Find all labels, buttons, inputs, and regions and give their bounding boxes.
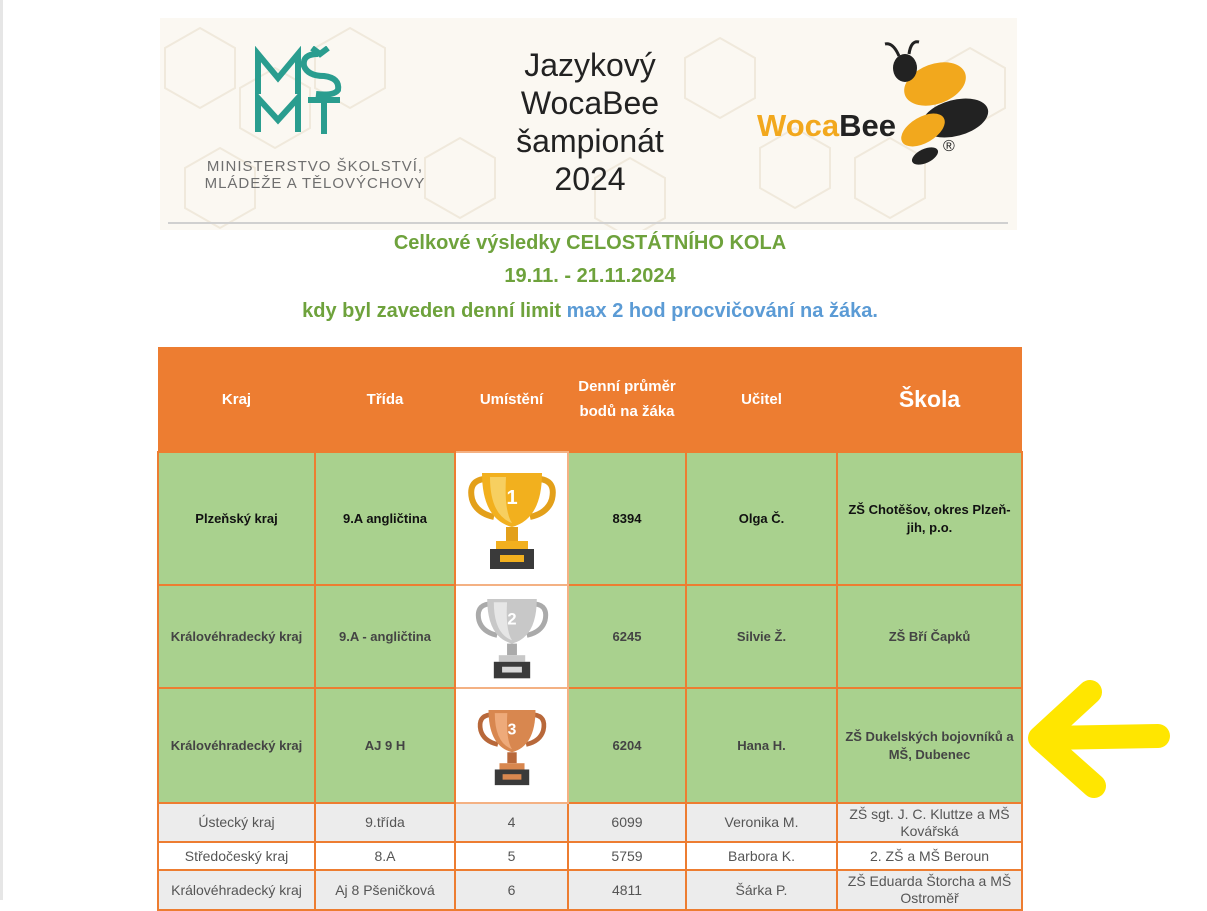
cell-trida: Aj 8 Pšeničková	[315, 870, 455, 910]
cell-body: 8394	[568, 452, 686, 585]
cell-kraj: Ústecký kraj	[158, 803, 315, 842]
svg-text:3: 3	[507, 720, 516, 738]
wocabee-wordmark: WocaBee	[757, 108, 896, 143]
cell-ucitel: Hana H.	[686, 688, 837, 803]
cell-body: 6099	[568, 803, 686, 842]
cell-umisteni	[455, 452, 568, 585]
table-row	[158, 688, 1022, 803]
cell-kraj: Plzeňský kraj	[158, 452, 315, 585]
cell-ucitel: Olga Č.	[686, 452, 837, 585]
table-row	[158, 803, 1022, 842]
header-skola: Škola	[837, 347, 1022, 452]
cell-body: 5759	[568, 842, 686, 870]
championship-title: Jazykový WocaBee šampionát 2024	[516, 47, 664, 197]
cell-skola: ZŠ Eduarda Štorcha a MŠ Ostroměř	[837, 870, 1022, 910]
table-row	[158, 870, 1022, 910]
cell-kraj: Královéhradecký kraj	[158, 688, 315, 803]
cell-ucitel: Šárka P.	[686, 870, 837, 910]
cell-skola: ZŠ Chotěšov, okres Plzeň-jih, p.o.	[837, 452, 1022, 585]
svg-text:1: 1	[505, 486, 518, 509]
championship-banner	[160, 18, 1017, 230]
bee-icon	[755, 38, 1005, 168]
cell-umisteni	[455, 585, 568, 688]
header-ucitel: Učitel	[686, 347, 837, 452]
cell-ucitel: Silvie Ž.	[686, 585, 837, 688]
cell-skola: ZŠ Bří Čapků	[837, 585, 1022, 688]
table-row	[158, 585, 1022, 688]
banner-divider	[168, 222, 1008, 224]
header-body: Denní průměr bodů na žáka	[568, 347, 686, 452]
cell-skola: 2. ZŠ a MŠ Beroun	[837, 842, 1022, 870]
wocabee-logo	[755, 38, 1005, 168]
cell-trida: 9.A angličtina	[315, 452, 455, 585]
cell-body: 4811	[568, 870, 686, 910]
ministry-name: MINISTERSTVO ŠKOLSTVÍ, MLÁDEŽE A TĚLOVÝCHOVY	[204, 158, 426, 192]
cell-kraj: Královéhradecký kraj	[158, 870, 315, 910]
cell-umisteni	[455, 688, 568, 803]
header-kraj: Kraj	[158, 347, 315, 452]
cell-body: 6204	[568, 688, 686, 803]
yellow-arrow-icon	[1024, 678, 1174, 802]
cell-trida: AJ 9 H	[315, 688, 455, 803]
gold-trophy-icon	[466, 467, 558, 571]
table-row	[158, 842, 1022, 870]
cell-ucitel: Veronika M.	[686, 803, 837, 842]
results-heading: Celkové výsledky CELOSTÁTNÍHO KOLA	[393, 232, 787, 254]
cell-umisteni: 6	[455, 870, 568, 910]
cell-skola: ZŠ Dukelských bojovníků a MŠ, Dubenec	[837, 688, 1022, 803]
cell-trida: 9.třída	[315, 803, 455, 842]
table-row	[158, 452, 1022, 585]
silver-trophy-icon	[474, 594, 550, 680]
cell-kraj: Středočeský kraj	[158, 842, 315, 870]
msmt-logo	[190, 46, 440, 196]
cell-trida: 9.A - angličtina	[315, 585, 455, 688]
cell-kraj: Královéhradecký kraj	[158, 585, 315, 688]
registered-mark: ®	[943, 138, 955, 155]
table-header-row	[158, 347, 1022, 452]
header-umisteni: Umístění	[455, 347, 568, 452]
header-trida: Třída	[315, 347, 455, 452]
results-table	[157, 347, 1023, 911]
cell-umisteni: 5	[455, 842, 568, 870]
left-edge-bar	[0, 0, 3, 900]
bronze-trophy-icon	[476, 705, 548, 787]
cell-skola: ZŠ sgt. J. C. Kluttze a MŠ Kovářská	[837, 803, 1022, 842]
cell-ucitel: Barbora K.	[686, 842, 837, 870]
results-note: kdy byl zaveden denní limit max 2 hod procvičování na žáka.	[302, 300, 878, 322]
cell-body: 6245	[568, 585, 686, 688]
cell-umisteni: 4	[455, 803, 568, 842]
results-dates: 19.11. - 21.11.2024	[504, 265, 676, 287]
cell-trida: 8.A	[315, 842, 455, 870]
svg-text:2: 2	[506, 609, 517, 629]
msmt-monogram-icon	[190, 46, 440, 156]
